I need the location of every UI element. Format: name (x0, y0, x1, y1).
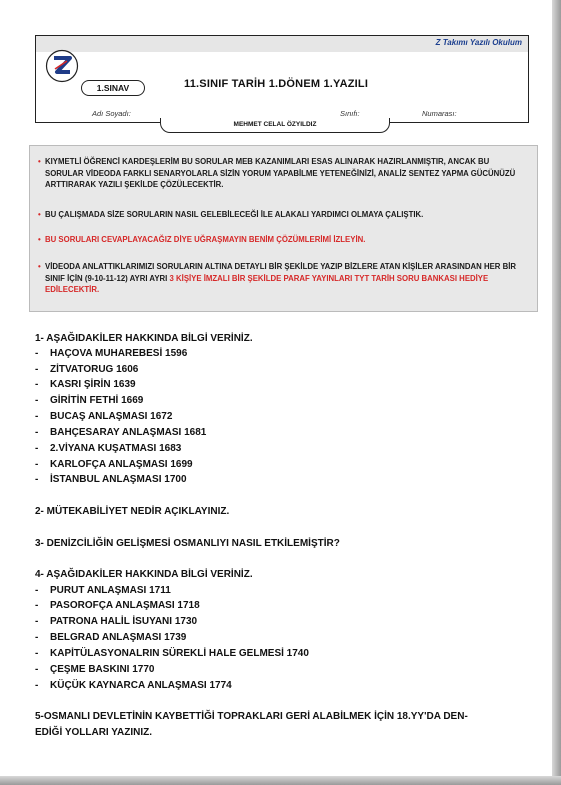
list-item: - HAÇOVA MUHAREBESİ 1596 (35, 348, 188, 359)
notice-item: • KIYMETLİ ÖĞRENCİ KARDEŞLERİM BU SORULAR MEB KAZANIMLARI ESAS ALINARAK HAZIRLANMIŞTIR, ANCAK BU SORULAR VİDEODA FARKLI SENARYOLARLA SİZİN YORUM YAPABİLME YETENEĞİNİZİ, ANALİZ SENTEZ YAPMA GÜCÜNÜZÜ ARTTIRARAK YAZILI ŞEKİLDE ÇÖZÜLECEKTİR. (38, 157, 516, 189)
list-item: - PURUT ANLAŞMASI 1711 (35, 585, 171, 596)
author-name: MEHMET CELAL ÖZYILDIZ (160, 118, 390, 133)
bullet-icon: • (38, 210, 41, 219)
notice-box (29, 145, 538, 312)
list-item: - İSTANBUL ANLAŞMASI 1700 (35, 474, 187, 485)
exam-title: 11.SINIF TARİH 1.DÖNEM 1.YAZILI (184, 78, 369, 90)
list-item: - PASOROFÇA ANLAŞMASI 1718 (35, 600, 200, 611)
question-4: 4- AŞAĞIDAKİLER HAKKINDA BİLGİ VERİNİZ. (35, 569, 253, 580)
list-item: - KÜÇÜK KAYNARCA ANLAŞMASI 1774 (35, 680, 232, 691)
question-2: 2- MÜTEKABİLİYET NEDİR AÇIKLAYINIZ. (35, 506, 230, 517)
notice-item: • BU ÇALIŞMADA SİZE SORULARIN NASIL GELEBİLECEĞİ İLE ALAKALI YARDIMCI OLMAYA ÇALIŞTIK. (38, 210, 424, 219)
list-item: - ÇEŞME BASKINI 1770 (35, 664, 155, 675)
exam-header (35, 35, 529, 123)
question-3: 3- DENİZCİLİĞİN GELİŞMESİ OSMANLIYI NASIL ETKİLEMİŞTİR? (35, 538, 340, 549)
org-name: Z Takımı Yazılı Okulum (435, 38, 522, 47)
list-item: - ZİTVATORUG 1606 (35, 364, 139, 375)
question-5: 5-OSMANLI DEVLETİNİN KAYBETTİĞİ TOPRAKLARI GERİ ALABİLMEK İÇİN 18.YY'DA DEN- (35, 711, 468, 722)
list-item: - KAPİTÜLASYONALRIN SÜREKLİ HALE GELMESİ 1740 (35, 648, 309, 659)
list-item: - BUCAŞ ANLAŞMASI 1672 (35, 411, 173, 422)
question-1: 1- AŞAĞIDAKİLER HAKKINDA BİLGİ VERİNİZ. (35, 333, 253, 344)
list-item: - GİRİTİN FETHİ 1669 (35, 395, 144, 406)
list-item: - KARLOFÇA ANLAŞMASI 1699 (35, 459, 193, 470)
page-edge-shadow (552, 0, 561, 785)
bullet-icon: • (38, 262, 41, 271)
name-label: Adı Soyadı: (92, 109, 131, 118)
exam-number-badge: 1.SINAV (81, 80, 145, 96)
list-item: - 2.VİYANA KUŞATMASI 1683 (35, 443, 182, 454)
bullet-icon: • (38, 157, 41, 166)
list-item: - BAHÇESARAY ANLAŞMASI 1681 (35, 427, 207, 438)
question-5-continued: EDİĞİ YOLLARI YAZINIZ. (35, 727, 153, 738)
list-item: - PATRONA HALİL İSUYANI 1730 (35, 616, 198, 627)
bullet-icon: • (38, 235, 41, 244)
list-item: - BELGRAD ANLAŞMASI 1739 (35, 632, 187, 643)
notice-item: • VİDEODA ANLATTIKLARIMIZI SORULARIN ALTINA DETAYLI BİR ŞEKİLDE YAZIP BİZLERE ATAN KİŞİLER ARASINDAN HER BİR SINIF İÇİN (9-10-11-12) AYRI AYRI 3 KİŞİYE İMZALI BİR ŞEKİLDE PARAF YAYINLARI TYT TARİH SORU BANKASI HEDİYE EDİLECEKTİR. (38, 262, 516, 294)
list-item: - KASRI ŞİRİN 1639 (35, 379, 136, 390)
number-label: Numarası: (422, 109, 457, 118)
z-logo-icon (45, 49, 79, 83)
class-label: Sınıfı: (340, 109, 360, 118)
notice-item: • BU SORULARI CEVAPLAYACAĞIZ DİYE UĞRAŞMAYIN BENİM ÇÖZÜMLERİMİ İZLEYİN. (38, 235, 366, 244)
page-edge-shadow-bottom (0, 776, 561, 785)
